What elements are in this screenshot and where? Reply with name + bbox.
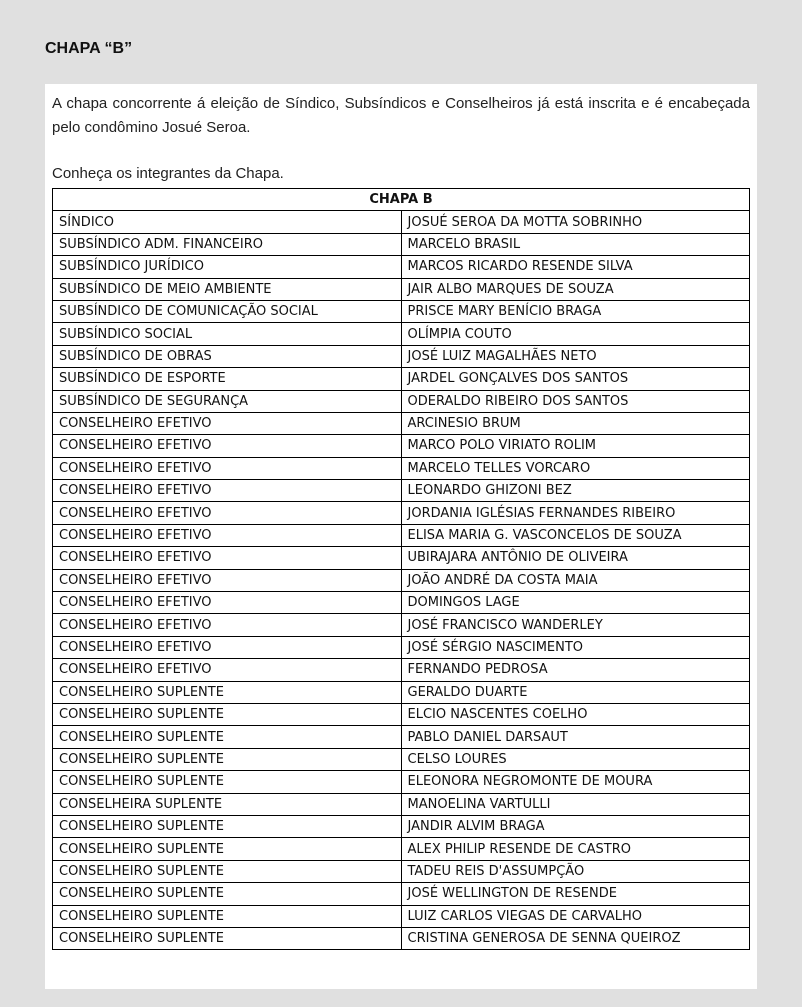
table-row [53, 659, 750, 681]
role-cell: CONSELHEIRO SUPLENTE [53, 815, 402, 837]
role-cell: CONSELHEIRO SUPLENTE [53, 771, 402, 793]
role-cell: SUBSÍNDICO DE OBRAS [53, 345, 402, 367]
member-name-cell: OLÍMPIA COUTO [401, 323, 750, 345]
member-name-cell: JOSÉ WELLINGTON DE RESENDE [401, 883, 750, 905]
member-name-cell: JAIR ALBO MARQUES DE SOUZA [401, 278, 750, 300]
role-cell: CONSELHEIRO EFETIVO [53, 412, 402, 434]
table-row [53, 793, 750, 815]
table-row [53, 927, 750, 949]
role-cell: CONSELHEIRO EFETIVO [53, 592, 402, 614]
member-name-cell: JARDEL GONÇALVES DOS SANTOS [401, 368, 750, 390]
member-name-cell: MANOELINA VARTULLI [401, 793, 750, 815]
role-cell: CONSELHEIRO EFETIVO [53, 569, 402, 591]
table-row [53, 905, 750, 927]
table-row [53, 256, 750, 278]
table-row [53, 569, 750, 591]
member-name-cell: ELISA MARIA G. VASCONCELOS DE SOUZA [401, 524, 750, 546]
role-cell: SUBSÍNDICO DE COMUNICAÇÃO SOCIAL [53, 300, 402, 322]
role-cell: CONSELHEIRO SUPLENTE [53, 860, 402, 882]
table-title: CHAPA B [53, 189, 750, 211]
table-row [53, 726, 750, 748]
member-name-cell: JOSUÉ SEROA DA MOTTA SOBRINHO [401, 211, 750, 233]
member-name-cell: UBIRAJARA ANTÔNIO DE OLIVEIRA [401, 547, 750, 569]
table-row [53, 278, 750, 300]
table-row [53, 233, 750, 255]
member-name-cell: TADEU REIS D'ASSUMPÇÃO [401, 860, 750, 882]
table-row [53, 480, 750, 502]
table-row [53, 838, 750, 860]
member-name-cell: MARCO POLO VIRIATO ROLIM [401, 435, 750, 457]
role-cell: CONSELHEIRO EFETIVO [53, 547, 402, 569]
member-name-cell: PABLO DANIEL DARSAUT [401, 726, 750, 748]
role-cell: CONSELHEIRO EFETIVO [53, 524, 402, 546]
member-name-cell: JOSÉ FRANCISCO WANDERLEY [401, 614, 750, 636]
table-row [53, 748, 750, 770]
member-name-cell: JORDANIA IGLÉSIAS FERNANDES RIBEIRO [401, 502, 750, 524]
intro-paragraph: A chapa concorrente á eleição de Síndico, Subsíndicos e Conselheiros já está inscrita e é encabeçada pelo condômino Josué Seroa. [52, 95, 750, 136]
role-cell: SÍNDICO [53, 211, 402, 233]
member-name-cell: ELEONORA NEGROMONTE DE MOURA [401, 771, 750, 793]
member-name-cell: PRISCE MARY BENÍCIO BRAGA [401, 300, 750, 322]
role-cell: CONSELHEIRO SUPLENTE [53, 927, 402, 949]
table-row [53, 771, 750, 793]
members-intro: Conheça os integrantes da Chapa. [52, 165, 284, 182]
table-row [53, 614, 750, 636]
table-row [53, 435, 750, 457]
table-row [53, 300, 750, 322]
table-row [53, 524, 750, 546]
table-row [53, 211, 750, 233]
role-cell: CONSELHEIRO EFETIVO [53, 457, 402, 479]
table-row [53, 860, 750, 882]
role-cell: SUBSÍNDICO ADM. FINANCEIRO [53, 233, 402, 255]
role-cell: CONSELHEIRO EFETIVO [53, 502, 402, 524]
role-cell: SUBSÍNDICO DE MEIO AMBIENTE [53, 278, 402, 300]
role-cell: CONSELHEIRO EFETIVO [53, 636, 402, 658]
member-name-cell: JOÃO ANDRÉ DA COSTA MAIA [401, 569, 750, 591]
table-row [53, 547, 750, 569]
member-name-cell: JOSÉ SÉRGIO NASCIMENTO [401, 636, 750, 658]
member-name-cell: FERNANDO PEDROSA [401, 659, 750, 681]
role-cell: CONSELHEIRO EFETIVO [53, 435, 402, 457]
role-cell: CONSELHEIRO EFETIVO [53, 659, 402, 681]
role-cell: SUBSÍNDICO DE SEGURANÇA [53, 390, 402, 412]
table-row [53, 323, 750, 345]
table-body [53, 211, 750, 950]
content-box [45, 84, 757, 989]
table-row [53, 390, 750, 412]
member-name-cell: GERALDO DUARTE [401, 681, 750, 703]
role-cell: SUBSÍNDICO DE ESPORTE [53, 368, 402, 390]
member-name-cell: LUIZ CARLOS VIEGAS DE CARVALHO [401, 905, 750, 927]
table-header-row [53, 189, 750, 211]
page-title: CHAPA “B” [45, 40, 133, 57]
table-row [53, 681, 750, 703]
role-cell: CONSELHEIRO SUPLENTE [53, 748, 402, 770]
member-name-cell: ALEX PHILIP RESENDE DE CASTRO [401, 838, 750, 860]
role-cell: CONSELHEIRO SUPLENTE [53, 681, 402, 703]
member-name-cell: ARCINESIO BRUM [401, 412, 750, 434]
table-row [53, 412, 750, 434]
role-cell: SUBSÍNDICO JURÍDICO [53, 256, 402, 278]
table-row [53, 502, 750, 524]
role-cell: CONSELHEIRO SUPLENTE [53, 883, 402, 905]
member-name-cell: JOSÉ LUIZ MAGALHÃES NETO [401, 345, 750, 367]
role-cell: CONSELHEIRO EFETIVO [53, 480, 402, 502]
table-row [53, 345, 750, 367]
member-name-cell: CRISTINA GENEROSA DE SENNA QUEIROZ [401, 927, 750, 949]
member-name-cell: DOMINGOS LAGE [401, 592, 750, 614]
member-name-cell: MARCELO BRASIL [401, 233, 750, 255]
table-row [53, 636, 750, 658]
table-row [53, 703, 750, 725]
member-name-cell: ODERALDO RIBEIRO DOS SANTOS [401, 390, 750, 412]
table-row [53, 883, 750, 905]
member-name-cell: MARCOS RICARDO RESENDE SILVA [401, 256, 750, 278]
member-name-cell: CELSO LOURES [401, 748, 750, 770]
table-row [53, 815, 750, 837]
table-row [53, 592, 750, 614]
role-cell: SUBSÍNDICO SOCIAL [53, 323, 402, 345]
member-name-cell: ELCIO NASCENTES COELHO [401, 703, 750, 725]
chapa-table [52, 188, 750, 950]
member-name-cell: LEONARDO GHIZONI BEZ [401, 480, 750, 502]
role-cell: CONSELHEIRA SUPLENTE [53, 793, 402, 815]
role-cell: CONSELHEIRO SUPLENTE [53, 838, 402, 860]
role-cell: CONSELHEIRO SUPLENTE [53, 726, 402, 748]
role-cell: CONSELHEIRO SUPLENTE [53, 703, 402, 725]
role-cell: CONSELHEIRO SUPLENTE [53, 905, 402, 927]
role-cell: CONSELHEIRO EFETIVO [53, 614, 402, 636]
table-row [53, 457, 750, 479]
table-row [53, 368, 750, 390]
member-name-cell: MARCELO TELLES VORCARO [401, 457, 750, 479]
member-name-cell: JANDIR ALVIM BRAGA [401, 815, 750, 837]
